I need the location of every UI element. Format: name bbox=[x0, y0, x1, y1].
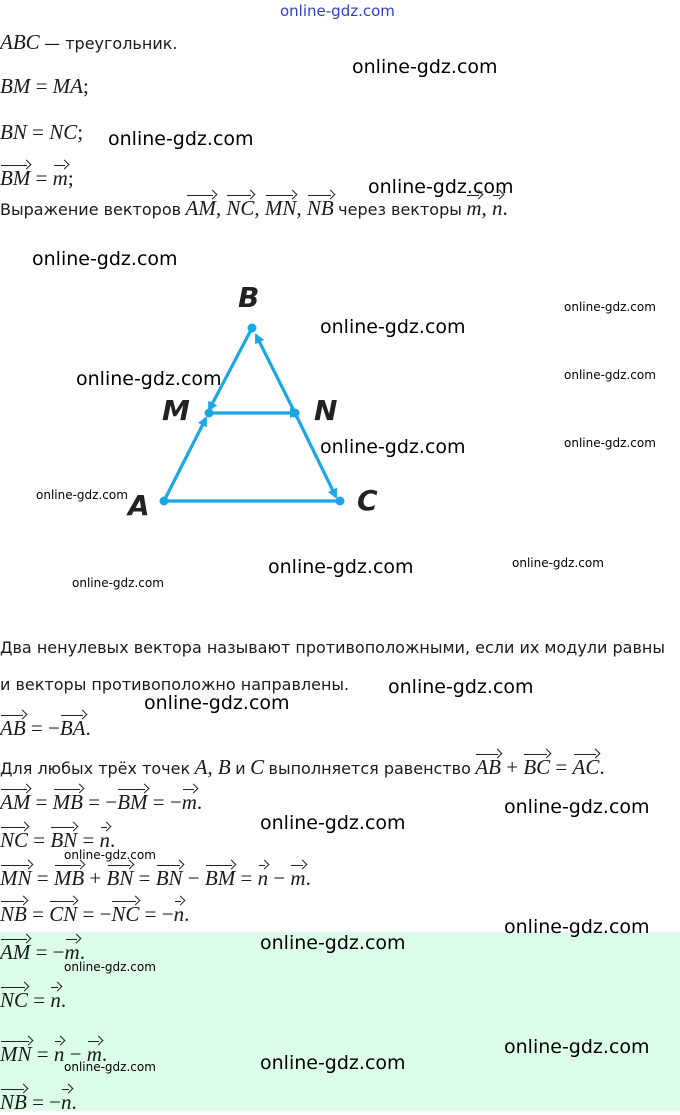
vector-am bbox=[164, 418, 206, 501]
label-n: N bbox=[314, 394, 338, 427]
watermark-small: online-gdz.com bbox=[64, 1060, 156, 1074]
watermark-small: online-gdz.com bbox=[64, 848, 156, 862]
watermark: online-gdz.com bbox=[352, 56, 498, 78]
label-b: B bbox=[238, 281, 260, 314]
label-m: M bbox=[162, 394, 190, 427]
watermark: online-gdz.com bbox=[108, 128, 254, 150]
watermark: online-gdz.com bbox=[368, 176, 514, 198]
watermark: online-gdz.com bbox=[504, 916, 650, 938]
watermark: online-gdz.com bbox=[144, 692, 290, 714]
watermark: online-gdz.com bbox=[504, 796, 650, 818]
expression-prefix: Выражение векторов bbox=[0, 200, 182, 219]
watermark-small: online-gdz.com bbox=[64, 960, 156, 974]
answer-nb: NB = −n. bbox=[0, 1090, 77, 1114]
rule-and: и bbox=[235, 759, 246, 778]
watermark-small: online-gdz.com bbox=[72, 576, 164, 590]
given-triangle: ABC — треугольник. bbox=[0, 30, 178, 54]
given-bm-vector: BM = m; bbox=[0, 166, 74, 190]
watermark: online-gdz.com bbox=[32, 248, 178, 270]
watermark: online-gdz.com bbox=[504, 1036, 650, 1058]
watermark: online-gdz.com bbox=[260, 812, 406, 834]
given-triangle-text: — треугольник. bbox=[44, 34, 178, 53]
expression-task: Выражение векторов AM, NC, MN, NB через векторы m, n. bbox=[0, 196, 508, 220]
watermark-small: online-gdz.com bbox=[564, 368, 656, 382]
answer-nc: NC = n. bbox=[0, 988, 67, 1012]
answer-am: AM = −m. bbox=[0, 940, 85, 964]
label-c: C bbox=[357, 484, 378, 517]
watermark: online-gdz.com bbox=[320, 436, 466, 458]
watermark: online-gdz.com bbox=[388, 676, 534, 698]
point-n bbox=[291, 409, 300, 418]
point-m bbox=[205, 409, 214, 418]
watermark-small: online-gdz.com bbox=[564, 436, 656, 450]
watermark-small: online-gdz.com bbox=[36, 488, 128, 502]
expression-via: через векторы bbox=[338, 200, 462, 219]
rule-prefix: Для любых трёх точек bbox=[0, 759, 191, 778]
watermark: online-gdz.com bbox=[320, 316, 466, 338]
watermark: online-gdz.com bbox=[260, 1052, 406, 1074]
derivation-am: AM = MB = −BM = −m. bbox=[0, 790, 203, 814]
watermark-small: online-gdz.com bbox=[512, 556, 604, 570]
derivation-nc: NC = BN = n. bbox=[0, 828, 116, 852]
answer-mn: MN = n − m. bbox=[0, 1042, 108, 1066]
site-header-link[interactable]: online-gdz.com bbox=[280, 2, 395, 20]
watermark: online-gdz.com bbox=[76, 368, 222, 390]
watermark-small: online-gdz.com bbox=[564, 300, 656, 314]
derivation-nb: NB = CN = −NC = −n. bbox=[0, 902, 190, 926]
derivation-mn: MN = MB + BN = BN − BM = n − m. bbox=[0, 866, 311, 890]
opposite-vectors-formula: AB = −BA. bbox=[0, 716, 91, 740]
watermark: online-gdz.com bbox=[260, 932, 406, 954]
given-bm-ma: BM = MA; bbox=[0, 74, 89, 98]
theory-line-1: Два ненулевых вектора называют противоположными, если их модули равны bbox=[0, 638, 665, 657]
label-a: A bbox=[128, 489, 150, 522]
given-bn-nc: BN = NC; bbox=[0, 120, 84, 144]
theory-line-2: и векторы противоположно направлены. bbox=[0, 675, 350, 694]
vector-nb bbox=[256, 335, 295, 413]
point-c bbox=[336, 497, 345, 506]
point-b bbox=[248, 324, 257, 333]
point-a bbox=[160, 497, 169, 506]
watermark: online-gdz.com bbox=[268, 556, 414, 578]
rule-mid: выполняется равенство bbox=[268, 759, 471, 778]
triangle-rule: Для любых трёх точек A, B и C выполняется равенство AB + BC = AC. bbox=[0, 755, 605, 779]
